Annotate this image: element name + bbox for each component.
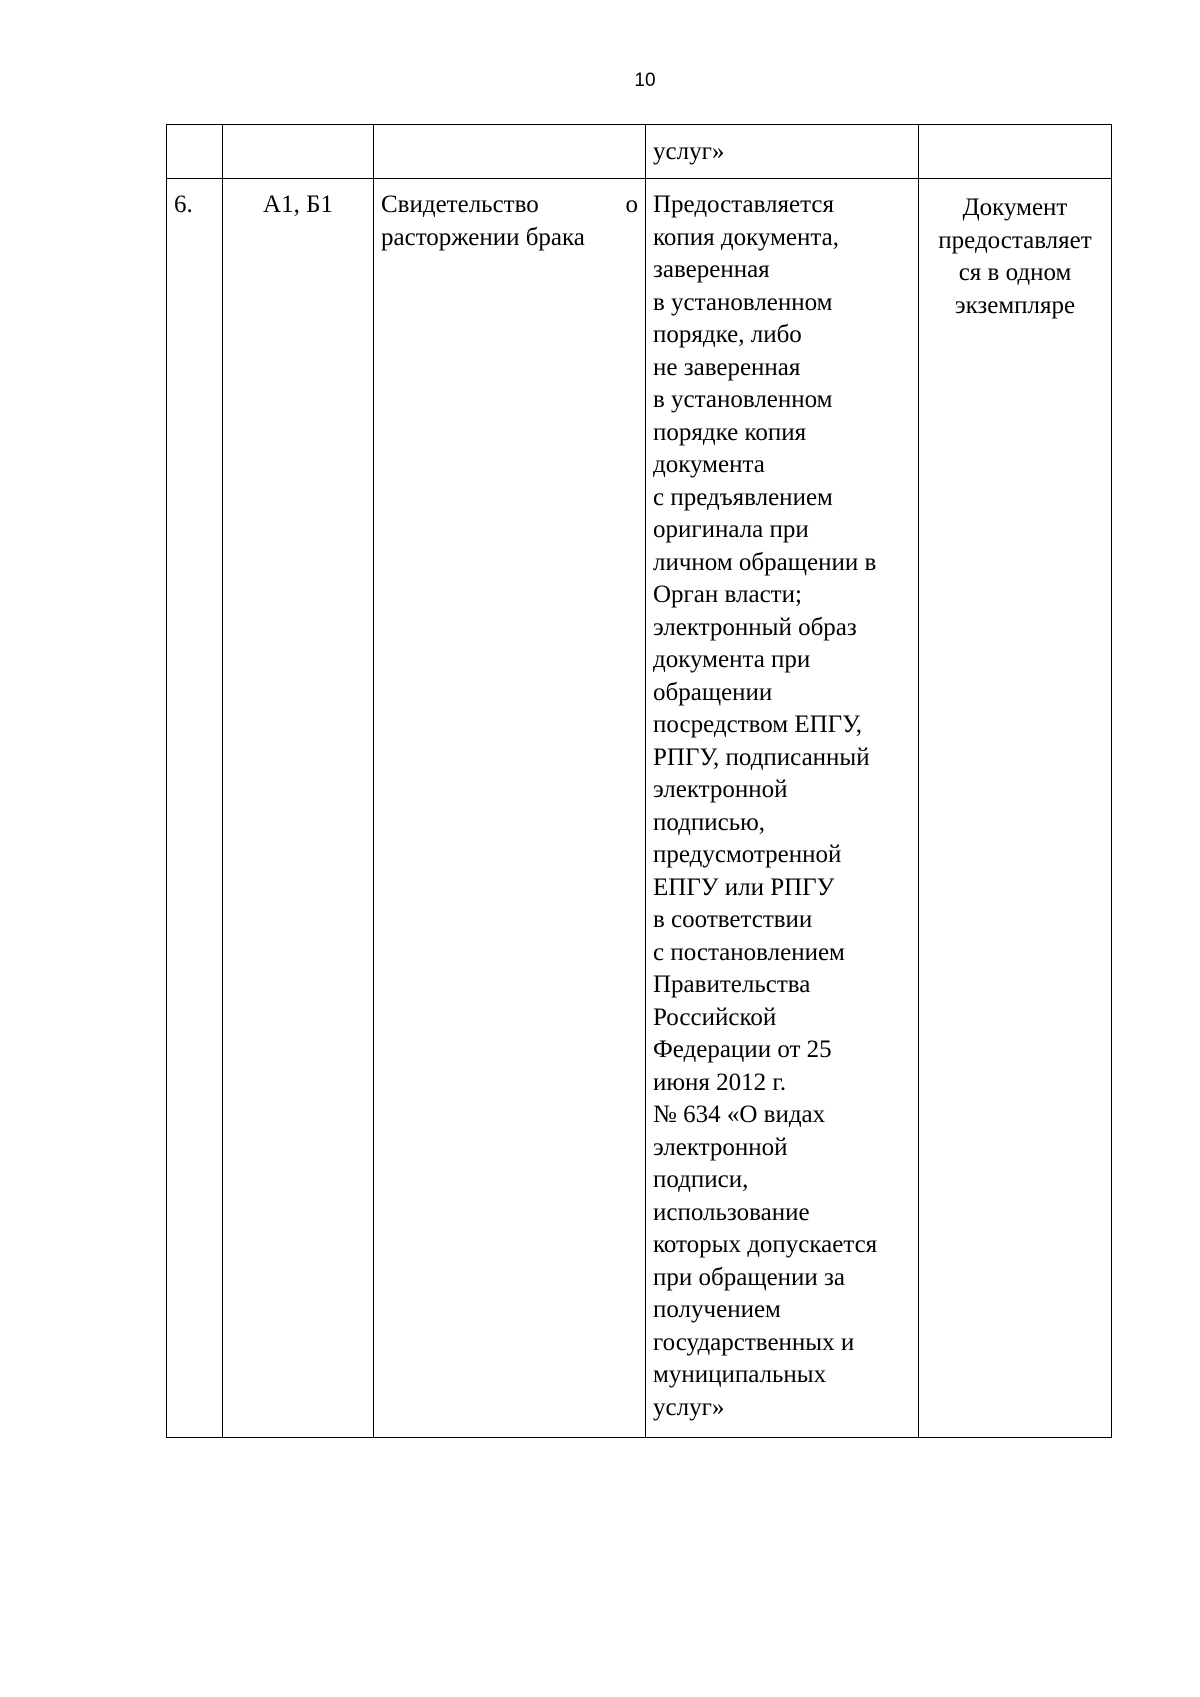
row-note — [919, 179, 1112, 1438]
table-row-continuation — [167, 125, 1112, 179]
row-document-name: Свидетельство о расторжении брака — [374, 179, 646, 1438]
requirements-table — [166, 124, 1112, 1438]
page-number: 10 — [634, 70, 656, 91]
cell-number — [167, 125, 223, 179]
table-row — [167, 179, 1112, 1438]
cell-description: услуг» — [646, 125, 919, 179]
cell-note — [919, 125, 1112, 179]
row-number: 6. — [167, 179, 223, 1438]
row-note-text: Документ предоставляет ся в одном экземпляре — [938, 194, 1092, 319]
cell-document-name — [374, 125, 646, 179]
row-description: Предоставляется копия документа, заверенная в установленном порядке, либо не заверенная в установленном порядке копия документа с предъявлением оригинала при личном обращении в Орган власти; электронный образ документа при обращении посредством ЕПГУ, РПГУ, подписанный электронной подписью, предусмотренной ЕПГУ или РПГУ в соответствии с постановлением Правительства Российской Федерации от 25 июня 2012 г. № 634 «О видах электронной подписи, использование которых допускается при обращении за получением государственных и муниципальных услуг» — [646, 179, 919, 1438]
row-category: А1, Б1 — [223, 179, 374, 1438]
cell-category — [223, 125, 374, 179]
